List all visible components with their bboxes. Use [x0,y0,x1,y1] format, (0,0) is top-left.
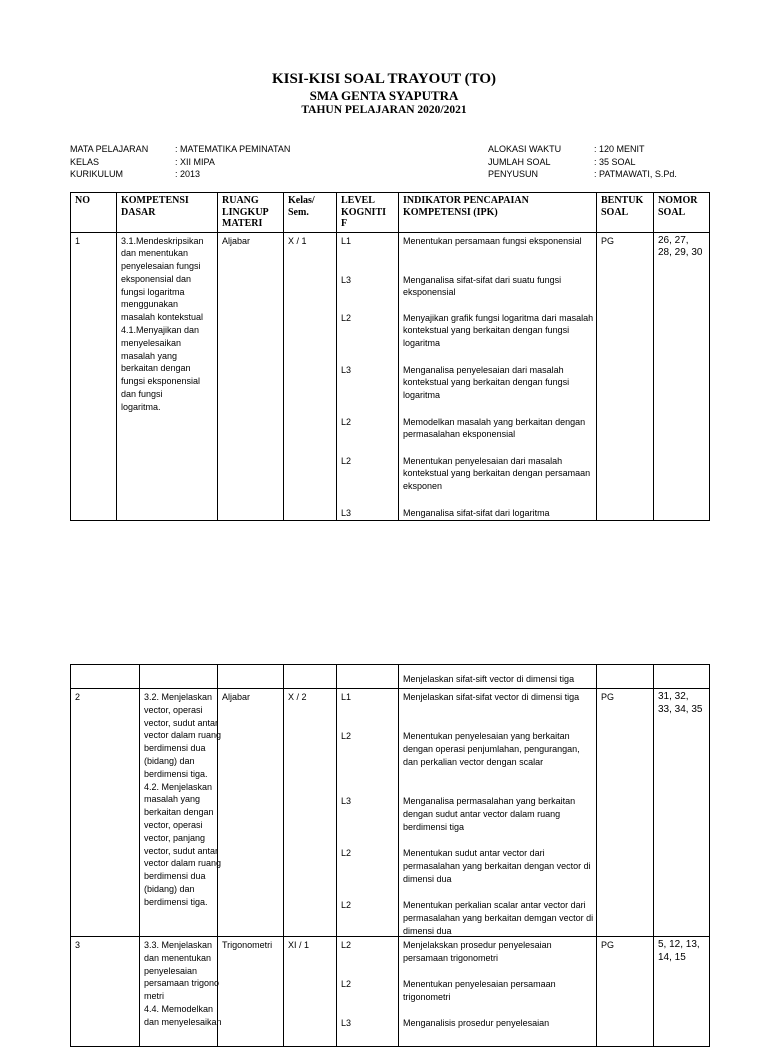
level-item: L3 [341,1018,352,1028]
cell-no: 3 [71,937,140,1047]
indikator-item: Menentukan penyelesaian persamaan trigonometri [403,979,556,1002]
info-row [70,156,290,169]
indikator-item: Menganalisa sifat-sifat dari logaritma [403,507,550,518]
indikator-item: Menjelakskan prosedur penyelesaian persamaan trigonometri [403,940,552,963]
level-item: L2 [341,455,352,466]
cell-level-kognitif [337,232,399,520]
indikator-item: Menentukan persamaan fungsi eksponensial [403,235,582,246]
level-item: L3 [341,364,352,375]
cell-nomor-soal: 5, 12, 13, 14, 15 [654,937,710,1047]
indikator-item: Menganalisa permasalahan yang berkaitan dengan sudut antar vector dalam ruang berdimensi tiga [403,796,576,832]
info-label: PENYUSUN [488,169,539,179]
indikator-item: Menyajikan grafik fungsi logaritma dari masalah kontekstual yang berkaitan dengan fungsi logaritma [403,312,594,349]
table-row-continuation [71,665,710,689]
cell-nomor-soal: 26, 27, 28, 29, 30 [654,232,710,520]
info-label: ALOKASI WAKTU [488,144,562,154]
header-kompetensi-dasar: KOMPETENSI DASAR [117,193,218,233]
cell-bentuk-soal: PG [597,937,654,1047]
info-row [488,143,677,156]
cell-indikator [399,689,597,937]
info-value: : MATEMATIKA PEMINATAN [175,144,291,154]
info-value: : 120 MENIT [594,144,645,154]
header-no: NO [71,193,117,233]
cell-indikator [399,232,597,520]
level-item: L2 [341,940,352,950]
info-value: : 2013 [175,169,201,179]
info-value: : 35 SOAL [594,156,636,167]
info-row [70,168,290,181]
cell-bentuk-soal: PG [597,689,654,937]
cell-kelas-sem: X / 2 [284,689,337,937]
cell-level-kognitif [337,689,399,937]
cell-nomor-soal: 31, 32, 33, 34, 35 [654,689,710,937]
info-row [488,156,677,169]
table-row [71,689,710,937]
cell-kelas-sem: XI / 1 [284,937,337,1047]
kisi-table-part-1 [70,192,710,521]
cell-kompetensi-dasar: 3.2. Menjelaskan vector, operasi vector, sudut antar vector dalam ruang berdimensi dua (bidang) dan berdimensi tiga. 4.2. Menjelaskan masalah yang berkaitan dengan vector, operasi vector, panjang vector, sudut antar vector dalam ruang berdimensi dua (bidang) dan berdimensi tiga. [140,689,218,937]
cell-ruang-lingkup: Aljabar [218,232,284,520]
indikator-item: Menganalisa penyelesaian dari masalah kontekstual yang berkaitan dengan fungsi logaritma [403,364,570,401]
level-item: L2 [341,731,352,741]
info-value: : PATMAWATI, S.Pd. [594,169,677,179]
level-item: L3 [341,796,352,806]
cell-level-kognitif [337,937,399,1047]
level-item: L2 [341,416,352,427]
info-label: MATA PELAJARAN [70,144,149,154]
indikator-item: Memodelkan masalah yang berkaitan dengan permasalahan eksponensial [403,416,586,440]
header-level-kognitif: LEVEL KOGNITI F [337,193,399,233]
level-item: L2 [341,848,352,858]
info-label: KELAS [70,156,100,167]
cell-kelas-sem: X / 1 [284,232,337,520]
table-row [71,232,710,520]
cell-no: 1 [71,232,117,520]
cell-ruang-lingkup: Aljabar [218,689,284,937]
level-item: L1 [341,692,352,702]
cell-bentuk-soal: PG [597,232,654,520]
info-right [488,143,677,181]
header-kelas-sem: Kelas/ Sem. [284,193,337,233]
indikator-item: Menganalisa sifat-sifat dari suatu fungsi eksponensial [403,274,562,298]
info-value: : XII MIPA [175,156,215,167]
cell-no: 2 [71,689,140,937]
cell-kompetensi-dasar: 3.3. Menjelaskan dan menentukan penyelesaian persamaan trigono metri 4.4. Memodelkan dan menyelesaikan [140,937,218,1047]
level-item: L2 [341,979,352,989]
document-title-block [0,70,768,117]
header-nomor-soal: NOMOR SOAL [654,193,710,233]
cell-indikator: Menjelaskan sifat-sift vector di dimensi tiga [399,665,597,689]
cell-indikator [399,937,597,1047]
header-indikator: INDIKATOR PENCAPAIAN KOMPETENSI (IPK) [399,193,597,233]
indikator-item: Menentukan penyelesaian dari masalah kontekstual yang berkaitan dengan persamaan eksponen [403,455,591,492]
indikator-item: Menganalisis prosedur penyelesaian [403,1018,550,1028]
cell-kompetensi-dasar: 3.1.Mendeskripsikan dan menentukan penyelesaian fungsi eksponensial dan fungsi logaritma menggunakan masalah kontekstual 4.1.Menyajikan dan menyelesaikan masalah yang berkaitan dengan fungsi eksponensial dan fungsi logaritma. [117,232,218,520]
info-label: KURIKULUM [70,169,124,179]
document-title: KISI-KISI SOAL TRAYOUT (TO) [271,71,497,87]
indikator-item: Menentukan perkalian scalar antar vector dari permasalahan yang berkaitan demgan vector di dimensi dua [403,900,594,936]
level-item: L2 [341,900,352,910]
kisi-table-part-2 [70,664,710,1047]
academic-year: TAHUN PELAJARAN 2020/2021 [301,104,467,116]
info-left [70,143,290,181]
level-item: L2 [341,312,352,323]
indikator-item: Menjelaskan sifat-sifat vector di dimensi tiga [403,692,580,702]
school-name: SMA GENTA SYAPUTRA [309,88,459,103]
level-item: L3 [341,507,352,518]
header-ruang-lingkup: RUANG LINGKUP MATERI [218,193,284,233]
info-row [70,143,290,156]
indikator-item: Menentukan sudut antar vector dari permasalahan yang berkaitan dengan vector di dimensi dua [403,848,591,884]
table-header-row [71,193,710,233]
table-row [71,937,710,1047]
info-row [488,168,677,181]
level-item: L3 [341,274,352,285]
cell-ruang-lingkup: Trigonometri [218,937,284,1047]
info-label: JUMLAH SOAL [488,156,551,167]
header-bentuk-soal: BENTUK SOAL [597,193,654,233]
level-item: L1 [341,235,352,246]
indikator-item: Menentukan penyelesaian yang berkaitan dengan operasi penjumlahan, pengurangan, dan perkalian vector dengan scalar [403,731,580,767]
